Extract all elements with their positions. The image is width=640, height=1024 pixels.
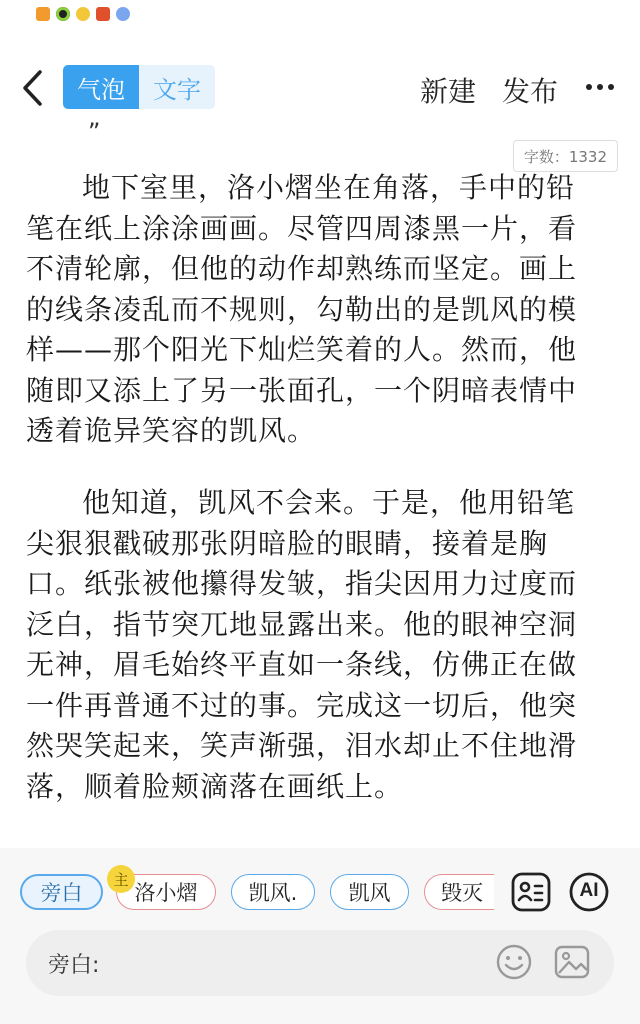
- top-navigation-bar: [0, 56, 640, 120]
- character-chip-narration[interactable]: 旁白: [20, 874, 103, 910]
- back-arrow-icon: [16, 66, 52, 110]
- app-icon: [56, 7, 70, 21]
- more-button[interactable]: [584, 72, 616, 102]
- character-chip-kaifeng-dot[interactable]: 凯风.: [231, 874, 315, 910]
- app-icon: [116, 7, 130, 21]
- tab-bubble[interactable]: 气泡: [63, 65, 139, 109]
- app-icon: [96, 7, 110, 21]
- character-chip-luo-xiaoyi[interactable]: 洛小熠: [116, 874, 216, 910]
- publish-button[interactable]: 发布: [502, 75, 559, 108]
- emoji-button[interactable]: [494, 942, 534, 982]
- paragraph[interactable]: 他知道，凯风不会来。于是，他用铅笔尖狠狠戳破那张阴暗脸的眼睛，接着是胸口。纸张被他攥得发皱，指尖因用力过度而泛白，指节突兀地显露出来。他的眼神空洞无神，眉毛始终平直如一条线，仿佛正在做一件再普通不过的事。完成这一切后，他突然哭笑起来，笑声渐强，泪水却止不住地滑落，顺着脸颊滴落在画纸上。: [26, 486, 578, 803]
- app-icon: [36, 7, 50, 21]
- character-card-button[interactable]: [510, 871, 552, 913]
- back-button[interactable]: [16, 66, 52, 110]
- emoji-icon: [494, 942, 534, 982]
- new-button[interactable]: 新建: [420, 75, 477, 108]
- more-dots-icon: [584, 72, 616, 102]
- character-chip-kaifeng[interactable]: 凯风: [330, 874, 409, 910]
- ai-label: AI: [579, 880, 599, 901]
- ai-button[interactable]: [568, 871, 610, 913]
- main-character-badge: 主: [107, 865, 135, 893]
- message-input[interactable]: [26, 930, 614, 996]
- tab-text[interactable]: 文字: [139, 65, 215, 109]
- story-editor[interactable]: [0, 122, 640, 848]
- paragraph[interactable]: 地下室里，洛小熠坐在角落，手中的铅笔在纸上涂涂画画。尽管四周漆黑一片，看不清轮廓，但他的动作却熟练而坚定。画上的线条凌乱而不规则，勾勒出的是凯风的模样——那个阳光下灿烂笑着的人。然而，他随即又添上了另一张面孔，一个阴暗表情中透着诡异笑容的凯风。: [26, 171, 578, 447]
- quote-mark: ”: [88, 122, 101, 146]
- character-chip-destroy[interactable]: 毁灭: [424, 874, 494, 910]
- image-icon: [552, 942, 592, 982]
- character-card-icon: [510, 871, 552, 913]
- word-count-badge: 字数：1332: [513, 140, 618, 172]
- status-icons: [36, 7, 130, 21]
- bottom-panel: [0, 848, 640, 1024]
- mode-segmented-control: [63, 65, 215, 109]
- image-button[interactable]: [552, 942, 592, 982]
- status-bar: [0, 0, 640, 40]
- input-speaker-label: 旁白:: [48, 953, 100, 978]
- app-icon: [76, 7, 90, 21]
